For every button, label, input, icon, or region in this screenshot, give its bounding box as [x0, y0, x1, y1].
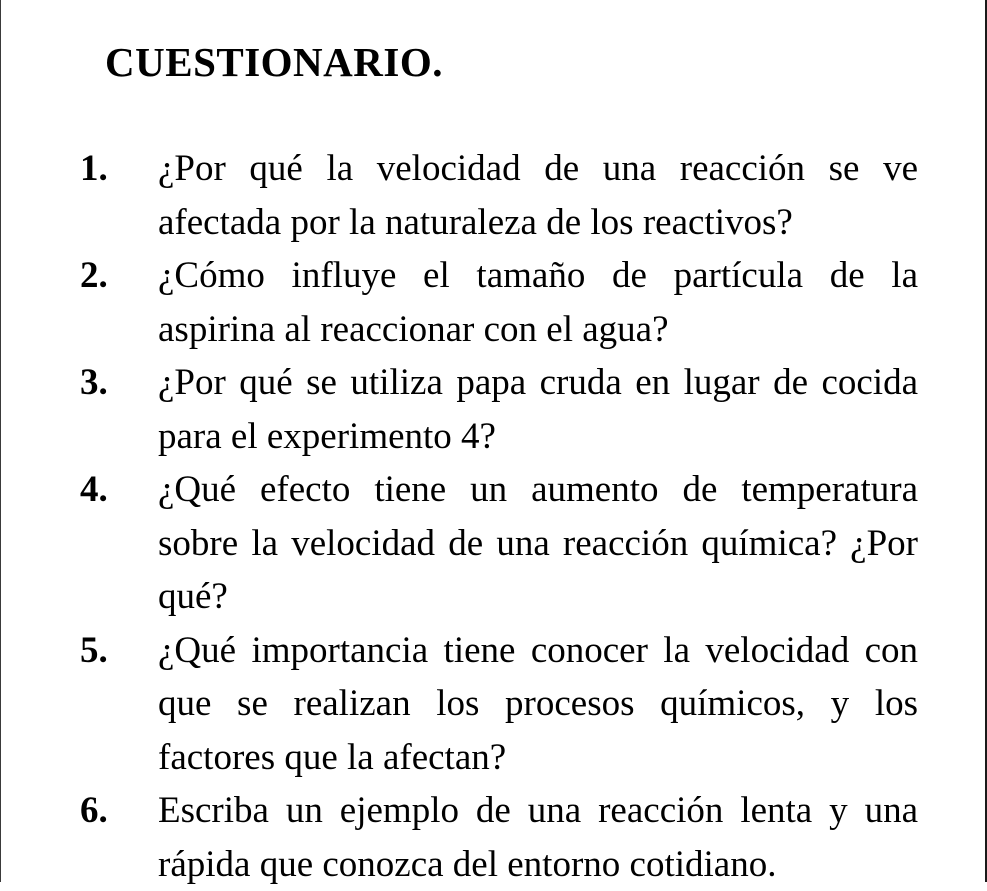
question-text: Escriba un ejemplo de una reacción lenta y una rápida que conozca del entorno cotidiano.	[158, 790, 918, 885]
question-item	[80, 463, 918, 624]
question-text: ¿Qué efecto tiene un aumento de temperatura sobre la velocidad de una reacción química? ¿Por qué?	[158, 469, 918, 617]
question-number: 3.	[80, 362, 108, 403]
question-item	[80, 249, 918, 356]
question-item	[80, 624, 918, 785]
question-list	[80, 142, 918, 891]
page-edge-line	[0, 0, 1, 882]
question-number: 5.	[80, 629, 108, 671]
question-item	[80, 784, 918, 891]
question-item	[80, 356, 918, 463]
question-text: ¿Cómo influye el tamaño de partícula de la aspirina al reaccionar con el agua?	[158, 255, 918, 350]
question-number: 4.	[80, 469, 108, 510]
document-heading: CUESTIONARIO.	[105, 39, 443, 85]
question-text: ¿Por qué la velocidad de una reacción se ve afectada por la naturaleza de los reactivos?	[158, 148, 918, 243]
question-number: 2.	[80, 255, 108, 296]
question-number: 1.	[80, 148, 108, 189]
question-text: ¿Qué importancia tiene conocer la velocidad con que se realizan los procesos químicos, y los factores que la afectan?	[158, 629, 918, 778]
question-text: ¿Por qué se utiliza papa cruda en lugar de cocida para el experimento 4?	[158, 362, 918, 457]
question-item	[80, 142, 918, 249]
question-number: 6.	[80, 790, 108, 831]
